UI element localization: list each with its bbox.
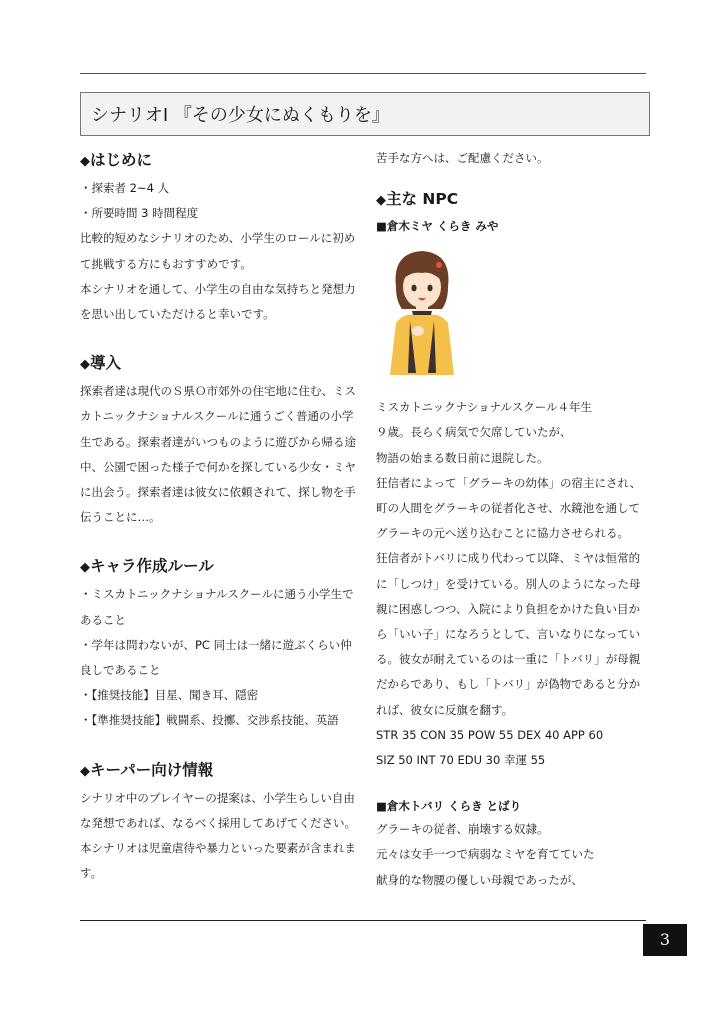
top-rule <box>80 73 646 74</box>
chara-line: ・ミスカトニックナショナルスクールに通う小学生であること <box>80 587 354 627</box>
npc1-line: ミスカトニックナショナルスクール４年生 <box>376 400 592 415</box>
section-heading-chara: ◆キャラ作成ルール <box>80 557 214 576</box>
section-heading-npc: ◆主な NPC <box>376 190 459 209</box>
npc-name-tobari: ■倉木トバリ くらき とばり <box>376 799 522 814</box>
chara-line: ・【推奨技能】目星、聞き耳、隠密 <box>80 688 259 703</box>
npc2-line: 元々は女手一つで病弱なミヤを育てていた <box>376 847 595 862</box>
npc2-line: グラーキの従者、崩壊する奴隷。 <box>376 822 549 837</box>
page-title: シナリオⅠ 『その少女にぬくもりを』 <box>91 105 390 126</box>
right-column <box>376 146 648 893</box>
npc1-line: ９歳。長らく病気で欠席していたが、 <box>376 425 572 440</box>
diamond-icon: ◆ <box>80 357 90 373</box>
npc1-line: 狂信者によって「グラーキの幼体」の宿主にされ、 <box>376 475 642 490</box>
hair-clip-icon <box>436 262 442 268</box>
section-heading-intro2: ◆導入 <box>80 354 122 373</box>
npc1-line: 物語の始まる数日前に退院した。 <box>376 450 549 465</box>
section-heading-intro: ◆はじめに <box>80 151 153 169</box>
intro-line: 本シナリオを通して、小学生の自由な気持ちと発想力を思い出していただけると幸いです。 <box>80 281 356 322</box>
diamond-icon: ◆ <box>80 763 90 779</box>
chara-line: ・【準推奨技能】戦闘系、投擲、交渉系技能、英語 <box>80 713 339 728</box>
npc1-line: 狂信者がトバリに成り代わって以降、ミヤは恒常的に「しつけ」を受けている。別人のようになった母親に困惑しつつ、入院により負担をかけた負い目から「いい子」になろうとして、言いなりになっている。彼女が耐えているのは一重に「トバリ」が母親だからであり、もし「トバリ」が偽物であると分かれば、彼女に反旗を翻す。 <box>376 551 641 717</box>
title-box <box>80 92 650 136</box>
intro2-text: 探索者達は現代のＳ県Ｏ市郊外の住宅地に住む、ミスカトニックナショナルスクールに通うごく普通の小学生である。探索者達がいつものように遊びから帰る途中、公園で困った様子で何かを探している少女・ミヤに出会う。探索者達は彼女に依頼されて、探し物を手伝うことに…。 <box>80 384 356 525</box>
diamond-icon: ◆ <box>80 560 90 576</box>
intro-line: ・探索者 2~4 人 <box>80 181 170 195</box>
npc2-line: 献身的な物腰の優しい母親であったが、 <box>376 872 583 887</box>
intro-line: 比較的短めなシナリオのため、小学生のロールに初めて挑戦する方にもおすすめです。 <box>80 231 356 271</box>
diamond-icon: ◆ <box>80 154 90 169</box>
bottom-rule <box>80 920 646 921</box>
section-heading-keeper: ◆キーパー向け情報 <box>80 760 214 779</box>
page-number: 3 <box>643 924 687 956</box>
npc1-stats: STR 35 CON 35 POW 55 DEX 40 APP 60 <box>376 727 604 742</box>
npc-name-miya: ■倉木ミヤ くらき みや <box>376 219 499 234</box>
keeper-text: シナリオ中のプレイヤーの提案は、小学生らしい自由な発想であれば、なるべく採用してあげてください。本シナリオは児童虐待や暴力といった要素が含まれます。 <box>80 790 356 881</box>
diamond-icon: ◆ <box>376 193 386 209</box>
left-column <box>80 146 358 886</box>
chara-line: ・学年は問わないが、PC 同士は一緒に遊ぶくらい仲良しであること <box>80 637 352 678</box>
npc1-line: 町の人間をグラーキの従者化させ、水鏡池を通してグラーキの元へ送り込むことに協力させられる。 <box>376 501 641 541</box>
intro-line: ・所要時間 3 時間程度 <box>80 206 199 221</box>
miya-illustration <box>382 243 462 393</box>
npc1-stats: SIZ 50 INT 70 EDU 30 幸運 55 <box>376 753 546 768</box>
continuation-text: 苦手な方へは、ご配慮ください。 <box>376 151 549 165</box>
